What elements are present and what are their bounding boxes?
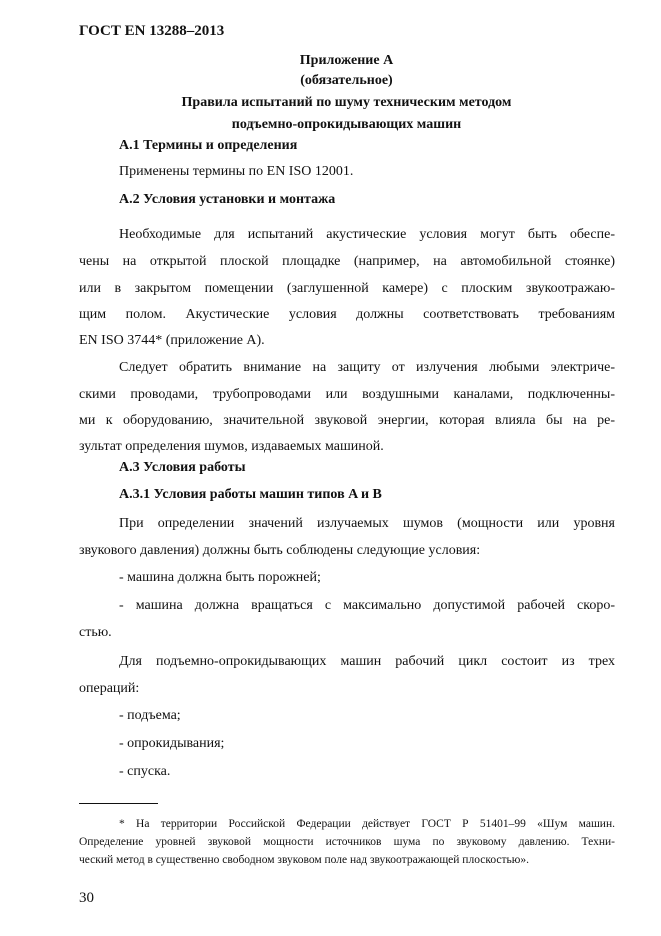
paragraph-line: зультат определения шумов, издаваемых машиной. [79,439,384,454]
annex-subtitle-line2: подъемно-опрокидывающих машин [231,117,462,132]
paragraph-line: ми к оборудованию, значительной звуковой энергии, которая влияла бы на ре- [79,413,615,428]
footnote-line: * На территории Российской Федерации действует ГОСТ Р 51401–99 «Шум машин. [119,818,615,830]
section-a31-heading: A.3.1 Условия работы машин типов A и B [119,487,382,502]
paragraph-line: Необходимые для испытаний акустические условия могут быть обеспе- [119,227,615,242]
list-item: - машина должна быть порожней; [119,570,321,585]
paragraph-line: звукового давления) должны быть соблюдены следующие условия: [79,543,481,558]
paragraph-line: или в закрытом помещении (заглушенной камере) с плоским звукоотражаю- [79,281,615,296]
paragraph-line: чены на открытой плоской площадке (например, на автомобильной стоянке) [79,254,615,269]
list-item: - подъема; [119,708,181,723]
paragraph-line: скими проводами, трубопроводами или воздушными каналами, подключенны- [79,387,615,402]
list-item: - опрокидывания; [119,736,225,751]
list-item: - спуска. [119,764,171,779]
page-number: 30 [79,890,94,906]
paragraph-line: При определении значений излучаемых шумов (мощности или уровня [119,516,615,531]
list-item: - машина должна вращаться с максимально допустимой рабочей скоро- [119,598,615,613]
document-header: ГОСТ EN 13288–2013 [79,23,225,39]
paragraph-line: операций: [79,681,140,696]
paragraph-line: Следует обратить внимание на защиту от излучения любыми электриче- [119,360,615,375]
footnote-line: ческий метод в существенно свободном звуковом поле над звукоотражающей плоскостью». [79,854,529,866]
list-item-continuation: стью. [79,625,112,640]
section-a2-heading: A.2 Условия установки и монтажа [119,192,336,207]
paragraph-line: щим полом. Акустические условия должны соответствовать требованиям [79,307,615,322]
annex-subtitle-line1: Правила испытаний по шуму техническим методом [181,95,512,110]
section-a1-heading: A.1 Термины и определения [119,138,298,153]
annex-title: Приложение A [299,53,394,68]
footnote-line: Определение уровней звуковой мощности источников шума по звуковому давлению. Техни- [79,836,615,848]
annex-status: (обязательное) [300,73,393,88]
footnote-separator [79,803,158,804]
paragraph-line: EN ISO 3744* (приложение A). [79,333,265,348]
section-a3-heading: A.3 Условия работы [119,460,246,475]
section-a1-text: Применены термины по EN ISO 12001. [119,164,354,179]
paragraph-line: Для подъемно-опрокидывающих машин рабочий цикл состоит из трех [119,654,615,669]
